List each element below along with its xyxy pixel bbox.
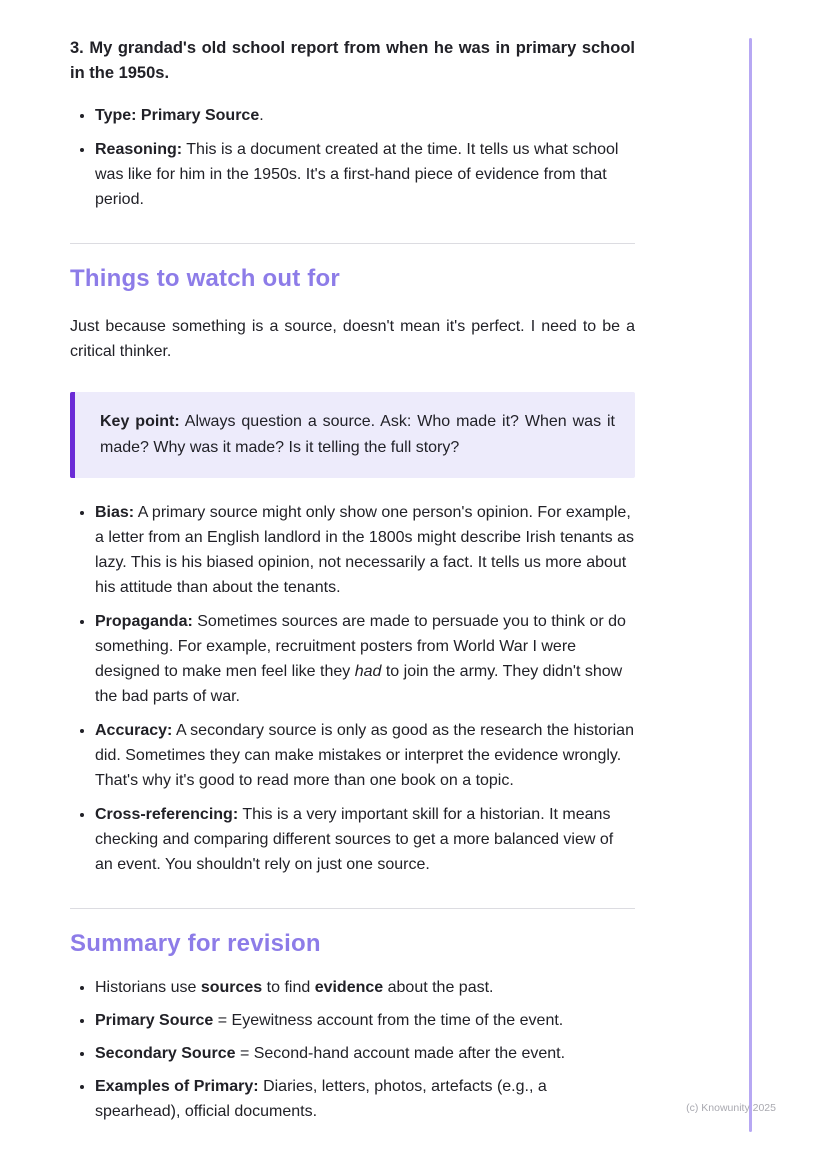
list-item-text: about the past. bbox=[383, 979, 494, 996]
key-point-callout bbox=[70, 392, 635, 478]
list-item bbox=[95, 975, 635, 1000]
copyright-watermark: (c) Knowunity 2025 bbox=[686, 1102, 776, 1114]
list-item-lead: sources bbox=[200, 979, 263, 996]
list-item-lead: Examples of Primary: bbox=[95, 1078, 259, 1095]
list-item-lead: Primary Source bbox=[95, 1012, 214, 1029]
section-divider bbox=[70, 908, 635, 909]
list-item-text: Diaries, letters, photos, artefacts (e.g., a spearhead), official documents. bbox=[95, 1078, 547, 1120]
list-item bbox=[95, 137, 635, 212]
list-item-text: had bbox=[354, 663, 382, 680]
key-point-label: Key point: bbox=[100, 413, 180, 430]
watch-out-bullet-list bbox=[70, 500, 635, 877]
key-point-text: Always question a source. Ask: Who made it? When was it made? Why was it made? Is it telling the full story? bbox=[100, 413, 616, 456]
list-item-text: A primary source might only show one person's opinion. For example, a letter from an English landlord in the 1800s might describe Irish tenants as lazy. This is his biased opinion, not necessarily a fact. It tells us more about his attitude than about the tenants. bbox=[95, 504, 634, 596]
list-item-text: Historians use bbox=[95, 979, 201, 996]
list-item bbox=[95, 609, 635, 709]
list-item bbox=[95, 500, 635, 600]
list-item-text: to join the army. They didn't show the bad parts of war. bbox=[95, 663, 623, 705]
section-divider bbox=[70, 243, 635, 244]
list-item-lead: Secondary Source bbox=[95, 1045, 236, 1062]
list-item-text: = Second-hand account made after the event. bbox=[235, 1045, 566, 1062]
list-item-lead: Reasoning: bbox=[95, 141, 183, 158]
list-item bbox=[95, 1074, 635, 1124]
list-item bbox=[95, 718, 635, 793]
list-item bbox=[95, 1008, 635, 1033]
page-edge-accent-rule bbox=[749, 38, 752, 1132]
list-item-text: This is a very important skill for a historian. It means checking and comparing different sources to get a more balanced view of an event. You shouldn't rely on just one source. bbox=[95, 806, 614, 873]
list-item-lead: Type: Primary Source bbox=[95, 107, 260, 124]
list-item-text: A secondary source is only as good as the research the historian did. Sometimes they can make mistakes or interpret the evidence wrongly. That's why it's good to read more than one book on a topic. bbox=[95, 722, 634, 789]
list-item-lead: Cross-referencing: bbox=[95, 806, 239, 823]
list-item-lead: Propaganda: bbox=[95, 613, 193, 630]
list-item-lead: Bias: bbox=[95, 504, 135, 521]
list-item bbox=[95, 1041, 635, 1066]
list-item-lead: Accuracy: bbox=[95, 722, 173, 739]
section-title-watch-out: Things to watch out for bbox=[70, 265, 340, 292]
list-item bbox=[95, 802, 635, 877]
list-item-text: . bbox=[259, 107, 264, 124]
list-item-text: Sometimes sources are made to persuade you to think or do something. For example, recruitment posters from World War I were designed to make men feel like they bbox=[95, 613, 626, 680]
list-item bbox=[95, 103, 635, 128]
item3-bullet-list bbox=[70, 103, 635, 212]
section-title-summary: Summary for revision bbox=[70, 930, 321, 957]
numbered-item-heading: 3. My grandad's old school report from when he was in primary school in the 1950s. bbox=[70, 39, 635, 82]
list-item-lead: evidence bbox=[314, 979, 384, 996]
document-content bbox=[70, 36, 635, 1124]
summary-bullet-list bbox=[70, 975, 635, 1124]
list-item-text: This is a document created at the time. It tells us what school was like for him in the 1950s. It's a first-hand piece of evidence from that period. bbox=[95, 141, 619, 208]
intro-paragraph: Just because something is a source, doesn't mean it's perfect. I need to be a critical thinker. bbox=[70, 318, 635, 360]
list-item-text: to find bbox=[262, 979, 315, 996]
list-item-text: = Eyewitness account from the time of the event. bbox=[213, 1012, 564, 1029]
